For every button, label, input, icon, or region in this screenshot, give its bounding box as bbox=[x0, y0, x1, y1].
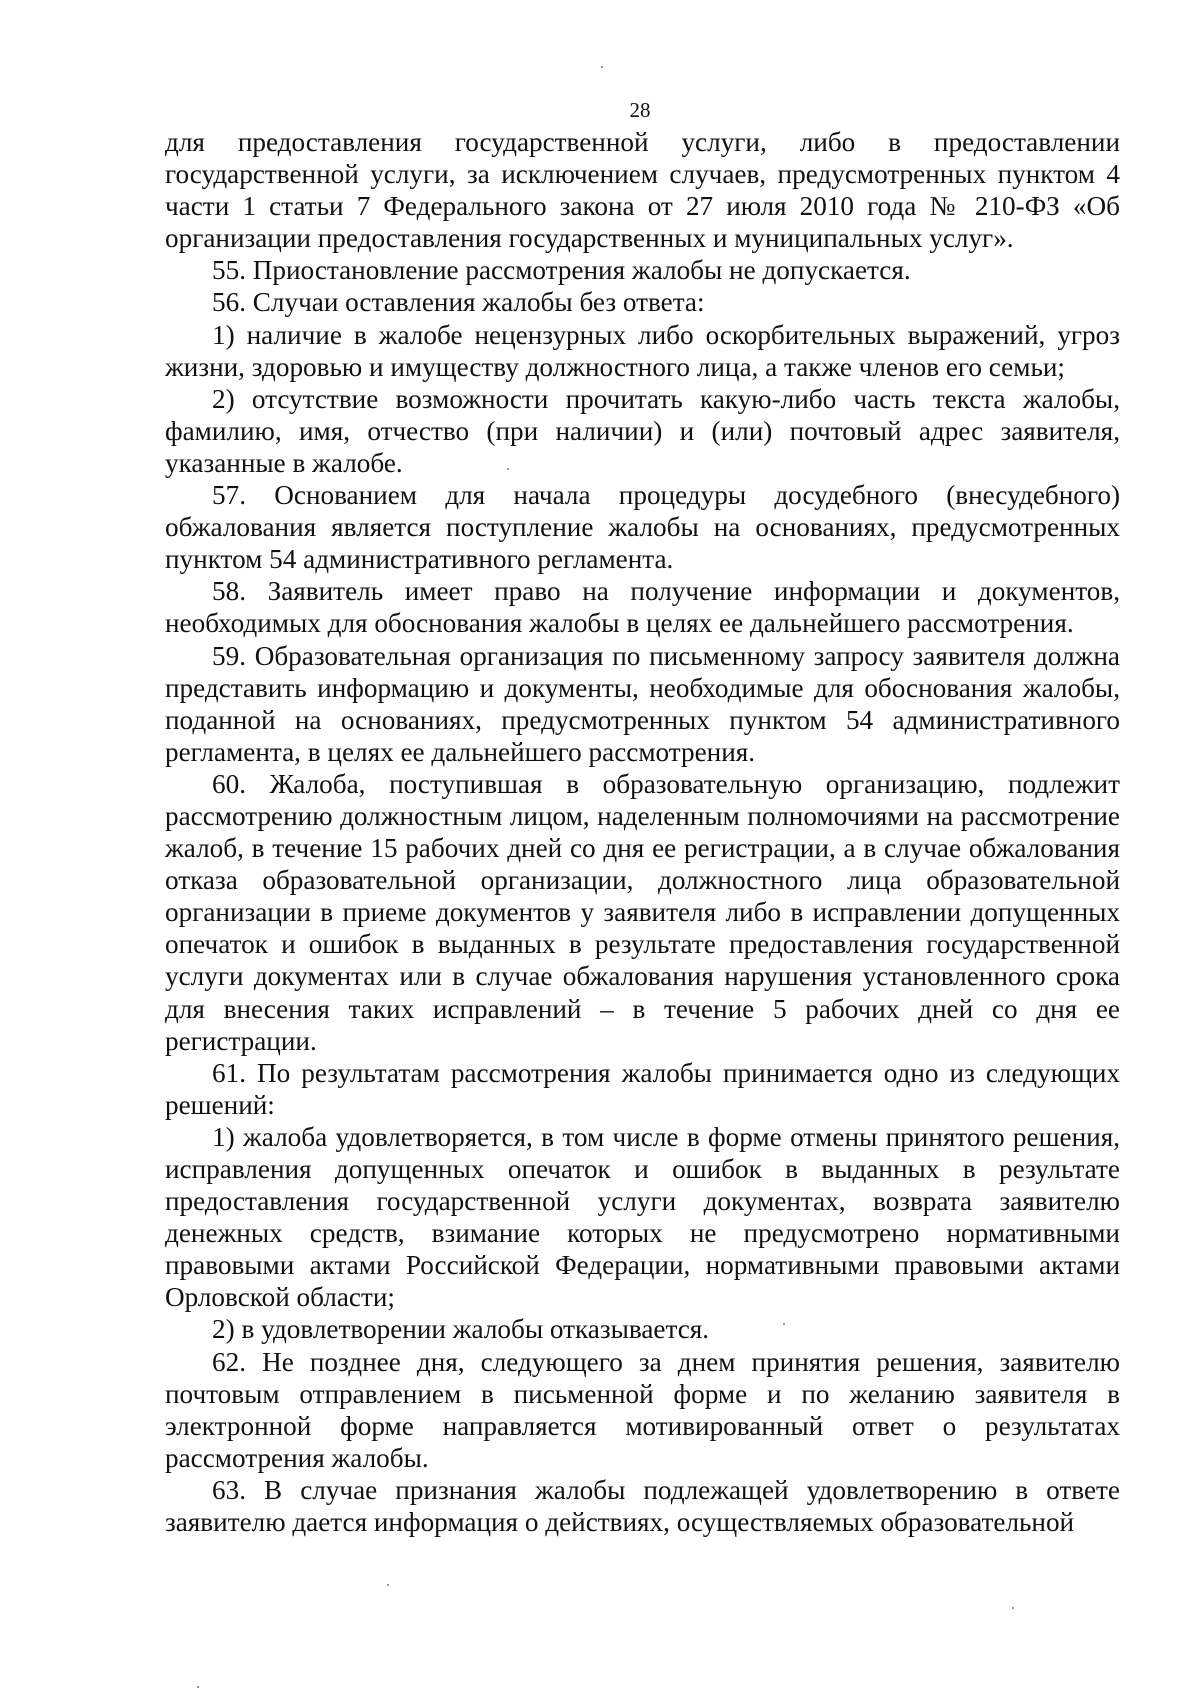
paragraph-58: 58. Заявитель имеет право на получение информации и документов, необходимых для обоснования жалобы в целях ее дальнейшего рассмотрения. bbox=[165, 576, 1120, 639]
scan-speck bbox=[387, 1584, 389, 1586]
paragraph-63: 63. В случае признания жалобы подлежащей удовлетворению в ответе заявителю дается информация о действиях, осуществляемых образовательной bbox=[165, 1474, 1120, 1538]
page-number: 28 bbox=[629, 98, 651, 122]
paragraph-56-item-2: 2) отсутствие возможности прочитать какую-либо часть текста жалобы, фамилию, имя, отчество (при наличии) и (или) почтовый адрес заявителя, указанные в жалобе. bbox=[165, 383, 1120, 478]
paragraph-55: 55. Приостановление рассмотрения жалобы не допускается. bbox=[212, 255, 911, 286]
body-text bbox=[165, 126, 1120, 1538]
paragraph-continuation: для предоставления государственной услуги, либо в предоставлении государственной услуги, за исключением случаев, предусмотренных пунктом 4 части 1 статьи 7 Федерального закона от 27 июля 2010 года № 210-ФЗ «Об организации предоставления государственных и муниципальных услуг». bbox=[165, 127, 1120, 254]
paragraph-60: 60. Жалоба, поступившая в образовательную организацию, подлежит рассмотрению должностным лицом, наделенным полномочиями на рассмотрение жалоб, в течение 15 рабочих дней со дня ее регистрации, а в случае обжалования отказа образовательной организации, должностного лица образовательной организации в приеме документов у заявителя либо в исправлении допущенных опечаток и ошибок в выданных в результате предоставления государственной услуги документах или в случае обжалования нарушения установленного срока для внесения таких исправлений – в течение 5 рабочих дней со дня ее регистрации. bbox=[165, 768, 1120, 1056]
scan-speck bbox=[197, 1686, 199, 1688]
paragraph-56: 56. Случаи оставления жалобы без ответа: bbox=[212, 287, 705, 318]
paragraph-62: 62. Не позднее дня, следующего за днем принятия решения, заявителю почтовым отправлением в письменной форме и по желанию заявителя в электронной форме направляется мотивированный ответ о результатах рассмотрения жалобы. bbox=[165, 1346, 1120, 1473]
scan-speck bbox=[783, 1323, 785, 1325]
paragraph-61-item-2: 2) в удовлетворении жалобы отказывается. bbox=[212, 1314, 710, 1345]
scan-speck bbox=[601, 66, 603, 68]
paragraph-61-item-1: 1) жалоба удовлетворяется, в том числе в форме отмены принятого решения, исправления допущенных опечаток и ошибок в выданных в результате предоставления государственной услуги документах, возврата заявителю денежных средств, взимание которых не предусмотрено нормативными правовыми актами Российской Федерации, нормативными правовыми актами Орловской области; bbox=[165, 1121, 1120, 1313]
paragraph-57: 57. Основанием для начала процедуры досудебного (внесудебного) обжалования является поступление жалобы на основаниях, предусмотренных пунктом 54 административного регламента. bbox=[165, 480, 1120, 575]
paragraph-61: 61. По результатам рассмотрения жалобы принимается одно из следующих решений: bbox=[165, 1057, 1120, 1120]
paragraph-59: 59. Образовательная организация по письменному запросу заявителя должна представить информацию и документы, необходимые для обоснования жалобы, поданной на основаниях, предусмотренных пунктом 54 административного регламента, в целях ее дальнейшего рассмотрения. bbox=[165, 640, 1120, 767]
scan-speck bbox=[1012, 1607, 1014, 1609]
paragraph-56-item-1: 1) наличие в жалобе нецензурных либо оскорбительных выражений, угроз жизни, здоровью и имуществу должностного лица, а также членов его семьи; bbox=[165, 319, 1120, 382]
scan-speck bbox=[507, 468, 509, 470]
